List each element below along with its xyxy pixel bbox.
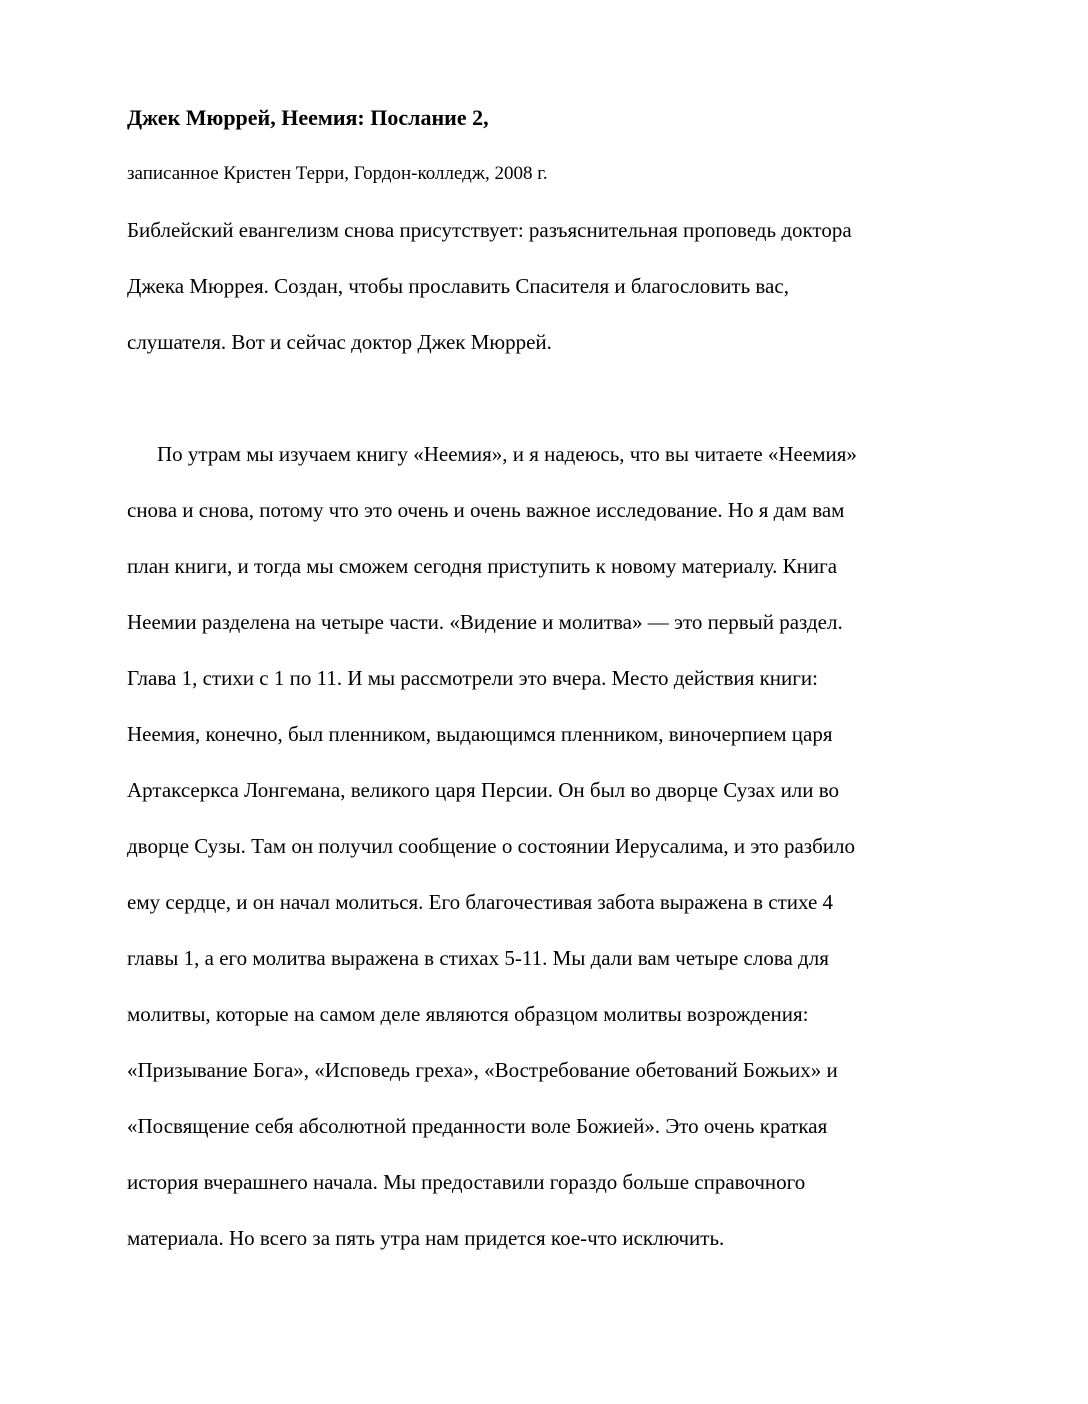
body-paragraph-line: главы 1, а его молитва выражена в стихах 5-11. Мы дали вам четыре слова для	[127, 946, 829, 970]
body-paragraph-line: Неемия, конечно, был пленником, выдающимся пленником, виночерпием царя	[127, 722, 833, 746]
body-paragraph-line: материала. Но всего за пять утра нам придется кое-что исключить.	[127, 1226, 725, 1250]
body-paragraph-line: история вчерашнего начала. Мы предоставили гораздо больше справочного	[127, 1170, 806, 1194]
document-byline: записанное Кристен Терри, Гордон-колледж, 2008 г.	[127, 163, 548, 184]
body-paragraph-line: Неемии разделена на четыре части. «Видение и молитва» — это первый раздел.	[127, 610, 843, 634]
document-text-block	[127, 90, 942, 1266]
intro-paragraph-line: Библейский евангелизм снова присутствует: разъяснительная проповедь доктора	[127, 218, 852, 242]
blank-line	[127, 370, 942, 426]
body-paragraph-line: «Призывание Бога», «Исповедь греха», «Востребование обетований Божьих» и	[127, 1058, 838, 1082]
body-paragraph-line: ему сердце, и он начал молиться. Его благочестивая забота выражена в стихе 4	[127, 890, 834, 914]
intro-paragraph-line: Джека Мюррея. Создан, чтобы прославить Спасителя и благословить вас,	[127, 274, 789, 298]
document-title: Джек Мюррей, Неемия: Послание 2,	[127, 105, 489, 130]
body-paragraph-line: «Посвящение себя абсолютной преданности воле Божией». Это очень краткая	[127, 1114, 828, 1138]
body-paragraph-line: Глава 1, стихи с 1 по 11. И мы рассмотрели это вчера. Место действия книги:	[127, 666, 818, 690]
body-paragraph-line: снова и снова, потому что это очень и очень важное исследование. Но я дам вам	[127, 498, 845, 522]
intro-paragraph-line: слушателя. Вот и сейчас доктор Джек Мюррей.	[127, 330, 552, 354]
body-paragraph-line: дворце Сузы. Там он получил сообщение о состоянии Иерусалима, и это разбило	[127, 834, 856, 858]
body-paragraph-line: По утрам мы изучаем книгу «Неемия», и я надеюсь, что вы читаете «Неемия»	[157, 442, 857, 466]
body-paragraph-line: план книги, и тогда мы сможем сегодня приступить к новому материалу. Книга	[127, 554, 838, 578]
body-paragraph-line: Артаксеркса Лонгемана, великого царя Персии. Он был во дворце Сузах или во	[127, 778, 840, 802]
body-paragraph-line: молитвы, которые на самом деле являются образцом молитвы возрождения:	[127, 1002, 809, 1026]
